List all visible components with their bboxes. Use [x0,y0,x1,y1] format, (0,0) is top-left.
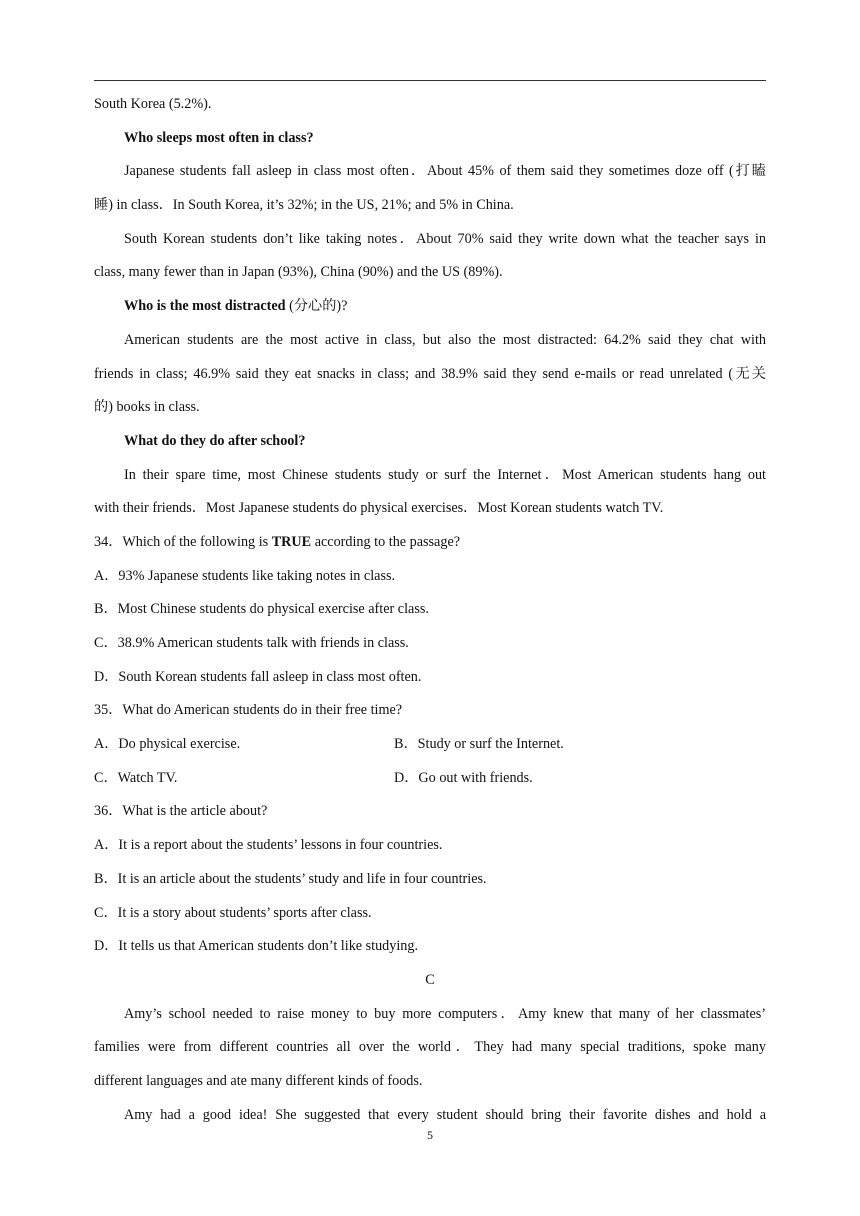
passage-label: C [425,971,435,988]
heading-bold-part: Who is the most distracted [124,298,286,315]
passage-text: Amy’s school needed to raise money to buy more computers．Amy knew that many of her classmates’ [124,1005,766,1022]
passage-text: South Korean students don’t like taking notes．About 70% said they write down what the teacher says in [124,230,766,247]
answer-option: C．38.9% American students talk with friends in class. [94,635,409,651]
answer-option: C．Watch TV. [94,769,178,786]
answer-option: A．93% Japanese students like taking notes in class. [94,567,396,584]
answer-option: D．It tells us that American students don’t like studying. [94,938,419,955]
answer-option-row [94,728,766,762]
header-rule [94,80,766,81]
passage-text: families were from different countries all over the world．They had many special traditions, spoke many [94,1039,766,1056]
section-heading: What do they do after school? [124,432,306,449]
stem-text: 34．Which of the following is [94,533,272,550]
passage-text: 睡) in class．In South Korea, it’s 32%; in the US, 21%; and 5% in China. [94,197,514,214]
answer-option: A．It is a report about the students’ lessons in four countries. [94,837,443,854]
answer-option: D．South Korean students fall asleep in class most often. [94,668,422,685]
answer-option-row [94,762,766,796]
passage-text: different languages and ate many different kinds of foods. [94,1072,423,1089]
question-stem-34 [94,526,766,560]
heading-gloss: (分心的)? [285,298,348,315]
answer-option: D．Go out with friends. [394,769,533,786]
answer-option: A．Do physical exercise. [94,736,241,753]
section-heading [94,290,766,324]
passage-text: Amy had a good idea! She suggested that every student should bring their favorite dishes and hold a [124,1106,766,1123]
section-heading: Who sleeps most often in class? [124,129,314,146]
passage-text: friends in class; 46.9% said they eat snacks in class; and 38.9% said they send e-mails or read unrelated (无关 [94,365,766,382]
passage-text: American students are the most active in class, but also the most distracted: 64.2% said they chat with [124,331,766,348]
question-stem-35: 35．What do American students do in their free time? [94,702,403,719]
question-stem-36: 36．What is the article about? [94,803,268,820]
stem-emphasis: TRUE [271,533,312,550]
page-number: 5 [427,1128,433,1142]
passage-text: Japanese students fall asleep in class most often．About 45% of them said they sometimes doze off (打瞌 [124,163,766,180]
passage-text: South Korea (5.2%). [94,96,212,112]
answer-option: B．Most Chinese students do physical exercise after class. [94,601,429,618]
passage-text: with their friends．Most Japanese students do physical exercises．Most Korean students watch TV. [94,500,664,517]
passage-text: 的) books in class. [94,399,200,416]
passage-text: class, many fewer than in Japan (93%), China (90%) and the US (89%). [94,264,503,281]
answer-option: B．Study or surf the Internet. [394,736,564,753]
passage-text: In their spare time, most Chinese students study or surf the Internet．Most American students hang out [124,466,766,483]
answer-option: B．It is an article about the students’ study and life in four countries. [94,870,487,887]
answer-option: C．It is a story about students’ sports after class. [94,904,372,921]
page-content [94,88,766,1132]
stem-text: according to the passage? [311,533,461,550]
